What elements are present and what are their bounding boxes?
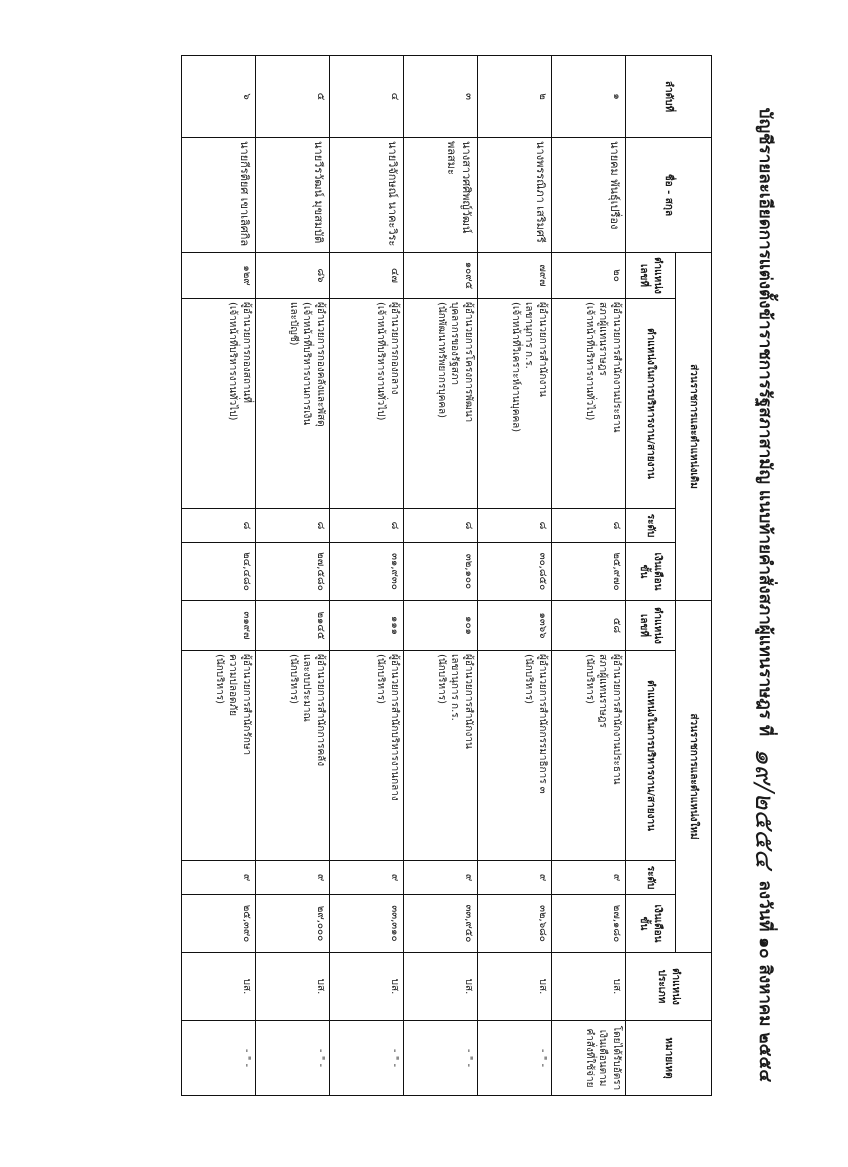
old-pos-no-cell: ๑๒๙ xyxy=(182,253,256,299)
old-position-cell xyxy=(182,299,256,509)
new-position-cell-line: (นักบริหาร) xyxy=(375,654,387,704)
old-position-cell-line: (เจ้าหน้าที่บริหารงานทั่วไป) xyxy=(227,302,239,421)
old-position-cell-line: ผู้อำนวยการกองสถานที่ xyxy=(241,302,252,403)
new-level-cell: ๙ xyxy=(330,861,404,895)
remark-cell-line: โดยได้รับอัตรา xyxy=(611,1025,622,1091)
old-position-cell-line: เลขานุการ ก.ร. xyxy=(523,302,535,369)
header-new-salary: เงินเดือน ขั้น xyxy=(626,895,676,953)
remark-cell-line: - " - xyxy=(389,1048,400,1068)
title-text: บัญชีรายละเอียดการแต่งตั้งข้าราชการรัฐสภาสามัญ แนบท้ายคำสั่งสภาผู้แทนราษฎร ที่ xyxy=(755,107,775,737)
new-salary-cell: ๒๗,๑๘๐ xyxy=(552,895,626,953)
old-position-cell-line: (นักพัฒนาทรัพยากรบุคคล) xyxy=(436,302,447,419)
table-row xyxy=(404,56,478,1096)
new-level-cell: ๙ xyxy=(552,861,626,895)
remark-cell-line: - " - xyxy=(537,1048,548,1068)
new-salary-cell: ๒๕,๓๙๐ xyxy=(182,895,256,953)
name-cell: นายกีรติยศ เขาเลิศกิล xyxy=(182,138,256,253)
new-position-cell-line: เลขานุการ ก.ร. xyxy=(449,654,461,721)
remark-cell xyxy=(552,1021,626,1096)
header-old-group: ส่วนราชการและตำแหน่งเดิม xyxy=(676,253,712,601)
old-position-cell xyxy=(330,299,404,509)
new-level-cell: ๙ xyxy=(404,861,478,895)
new-pos-no-cell: ๕๘ xyxy=(552,601,626,651)
new-pos-no-cell: ๒๑๔๕ xyxy=(256,601,330,651)
old-level-cell: ๘ xyxy=(478,509,552,543)
remark-cell xyxy=(478,1021,552,1096)
header-new-position: ตำแหน่งในการบริหารงาน/สายงาน xyxy=(626,651,676,861)
old-level-cell: ๘ xyxy=(256,509,330,543)
pos-type-cell: บส. xyxy=(182,953,256,1021)
new-salary-cell: ๓๓,๓๑๐ xyxy=(330,895,404,953)
old-position-cell-line: ผู้อำนวยการสำนักงาน xyxy=(537,302,548,397)
new-pos-no-cell: ๓๑๙๗ xyxy=(182,601,256,651)
pos-type-cell: บส. xyxy=(552,953,626,1021)
old-position-cell-line: สภาผู้แทนราษฎร xyxy=(597,302,609,376)
new-salary-cell: ๓๓,๙๕๐ xyxy=(404,895,478,953)
old-pos-no-cell: ๘๖ xyxy=(256,253,330,299)
name-cell: นางสาวศศิพญ์วัฒน์ พลสมะ xyxy=(404,138,478,253)
old-position-cell xyxy=(404,299,478,509)
seq-cell: ๓ xyxy=(404,56,478,138)
new-pos-no-cell: ๑๑๑ xyxy=(330,601,404,651)
header-old-position: ตำแหน่งในการบริหารงาน/สายงาน xyxy=(626,299,676,509)
remark-cell xyxy=(182,1021,256,1096)
name-cell: นายวีรวัฒน์ มุขสมบัติ xyxy=(256,138,330,253)
new-position-cell-line: (นักบริหาร) xyxy=(523,654,535,704)
old-level-cell: ๘ xyxy=(404,509,478,543)
name-cell: นางพรรณิภา เสริมศรี xyxy=(478,138,552,253)
remark-cell-line: - " - xyxy=(315,1048,326,1068)
old-pos-no-cell: ๒๐ xyxy=(552,253,626,299)
header-new-level: ระดับ xyxy=(626,861,676,895)
header-new-pos-no: ตำแหน่งเลขที่ xyxy=(626,601,676,651)
header-seq: ลำดับที่ xyxy=(626,56,712,138)
new-position-cell-line: (นักบริหาร) xyxy=(288,654,299,704)
seq-cell: ๖ xyxy=(182,56,256,138)
old-position-cell-line: และบัญชี) xyxy=(288,302,299,346)
old-position-cell-line: ผู้อำนวยการสำนักงานประธาน xyxy=(611,302,622,433)
old-position-cell-line: ผู้อำนวยการกองกลาง xyxy=(389,302,400,395)
table-row xyxy=(256,56,330,1096)
document-number: ๑๙/๒๕๕๔ xyxy=(749,747,779,869)
new-salary-cell: ๒๙,๐๐๐ xyxy=(256,895,330,953)
remark-cell-line: - " - xyxy=(241,1048,252,1068)
header-new-group: ส่วนราชการและตำแหน่งใหม่ xyxy=(676,601,712,953)
pos-type-cell: บส. xyxy=(256,953,330,1021)
new-position-cell xyxy=(182,651,256,861)
old-position-cell-line: (เจ้าหน้าที่บริหารงานทั่วไป) xyxy=(375,302,387,421)
new-salary-cell: ๓๒,๖๘๐ xyxy=(478,895,552,953)
new-position-cell xyxy=(404,651,478,861)
new-position-cell xyxy=(552,651,626,861)
document-date: ลงวันที่ ๑๐ สิงหาคม ๒๕๕๔ xyxy=(755,880,775,1083)
new-position-cell-line: (นักบริหาร) xyxy=(214,654,225,704)
old-position-cell-line: (เจ้าหน้าที่บริหารงานการเงิน xyxy=(301,302,313,426)
table-row xyxy=(552,56,626,1096)
seq-cell: ๒ xyxy=(478,56,552,138)
appointment-table xyxy=(181,55,712,1096)
old-pos-no-cell: ๑๐๙๕ xyxy=(404,253,478,299)
new-position-cell-line: (นักบริหาร) xyxy=(584,654,595,704)
old-salary-cell: ๒๕,๙๗๐ xyxy=(552,543,626,601)
old-position-cell xyxy=(256,299,330,509)
new-position-cell xyxy=(330,651,404,861)
old-position-cell-line: (เจ้าหน้าที่บริหารงานทั่วไป) xyxy=(584,302,595,421)
seq-cell: ๔ xyxy=(330,56,404,138)
new-position-cell xyxy=(478,651,552,861)
new-position-cell-line: ความปลอดภัย xyxy=(227,654,239,716)
table-row xyxy=(182,56,256,1096)
old-pos-no-cell: ๗๙๗ xyxy=(478,253,552,299)
remark-cell-line: เงินเดือน xyxy=(597,1029,609,1068)
old-position-cell-line: (เจ้าหน้าที่วิเคราะห์งานบุคคล) xyxy=(510,302,521,433)
pos-type-cell: บส. xyxy=(330,953,404,1021)
header-name: ชื่อ - สกุล xyxy=(626,138,712,253)
old-level-cell: ๘ xyxy=(552,509,626,543)
header-old-level: ระดับ xyxy=(626,509,676,543)
remark-cell xyxy=(330,1021,404,1096)
header-old-pos-no: ตำแหน่งเลขที่ xyxy=(626,253,676,299)
new-position-cell-line: ผู้อำนวยการสำนักงาน xyxy=(463,654,474,749)
old-level-cell: ๘ xyxy=(330,509,404,543)
old-salary-cell: ๓๑,๙๓๐ xyxy=(330,543,404,601)
table-row xyxy=(330,56,404,1096)
header-old-salary: เงินเดือน ขั้น xyxy=(626,543,676,601)
new-position-cell-line: ผู้อำนวยการสำนักการคลัง xyxy=(315,654,326,767)
pos-type-cell: บส. xyxy=(404,953,478,1021)
new-position-cell-line: ผู้อำนวยการสำนักกรรมาธิการ ๓ xyxy=(537,654,548,794)
remark-cell-line: ตามคำสั่งที่ใช้จ่าย xyxy=(584,1028,609,1088)
old-salary-cell: ๒๗,๕๘๐ xyxy=(256,543,330,601)
old-position-cell-line: ผู้อำนวยการกองคลังและพัสดุ xyxy=(315,302,326,427)
old-salary-cell: ๒๔,๔๘๐ xyxy=(182,543,256,601)
new-level-cell: ๙ xyxy=(478,861,552,895)
old-position-cell-line: ผู้อำนวยการโครงการพัฒนา xyxy=(463,302,474,423)
new-pos-no-cell: ๑๓๖๖ xyxy=(478,601,552,651)
remark-cell-line: - " - xyxy=(463,1048,474,1068)
table-body xyxy=(182,56,626,1096)
new-position-cell-line: สภาผู้แทนราษฎร xyxy=(597,654,609,728)
old-salary-cell: ๓๒,๑๐๐ xyxy=(404,543,478,601)
old-pos-no-cell: ๔๗ xyxy=(330,253,404,299)
new-pos-no-cell: ๑๐๑ xyxy=(404,601,478,651)
new-position-cell xyxy=(256,651,330,861)
pos-type-cell: บส. xyxy=(478,953,552,1021)
new-position-cell-line: ผู้อำนวยการสำนักงานประธาน xyxy=(611,654,622,785)
remark-cell xyxy=(404,1021,478,1096)
new-level-cell: ๙ xyxy=(182,861,256,895)
new-position-cell-line: และงบประมาณ xyxy=(301,654,313,722)
header-pos-type: ตำแหน่งประเภท xyxy=(626,953,712,1021)
old-position-cell xyxy=(552,299,626,509)
new-position-cell-line: ผู้อำนวยการสำนักรักษา xyxy=(241,654,252,756)
new-level-cell: ๙ xyxy=(256,861,330,895)
old-salary-cell: ๓๐,๘๕๐ xyxy=(478,543,552,601)
name-cell: นายคม พันธุ์เปรื่อง xyxy=(552,138,626,253)
old-position-cell-line: บุคลากรของรัฐสภา xyxy=(449,302,461,386)
name-cell: นายวิจักษณ์ นาคะวิระ xyxy=(330,138,404,253)
header-remark: หมายเหตุ xyxy=(626,1021,712,1096)
new-position-cell-line: ผู้อำนวยการสำนักบริหารงานกลาง xyxy=(389,654,400,801)
old-level-cell: ๘ xyxy=(182,509,256,543)
seq-cell: ๑ xyxy=(552,56,626,138)
remark-cell xyxy=(256,1021,330,1096)
new-position-cell-line: (นักบริหาร) xyxy=(436,654,447,704)
old-position-cell xyxy=(478,299,552,509)
page-title xyxy=(740,30,790,1160)
seq-cell: ๕ xyxy=(256,56,330,138)
table-row xyxy=(478,56,552,1096)
